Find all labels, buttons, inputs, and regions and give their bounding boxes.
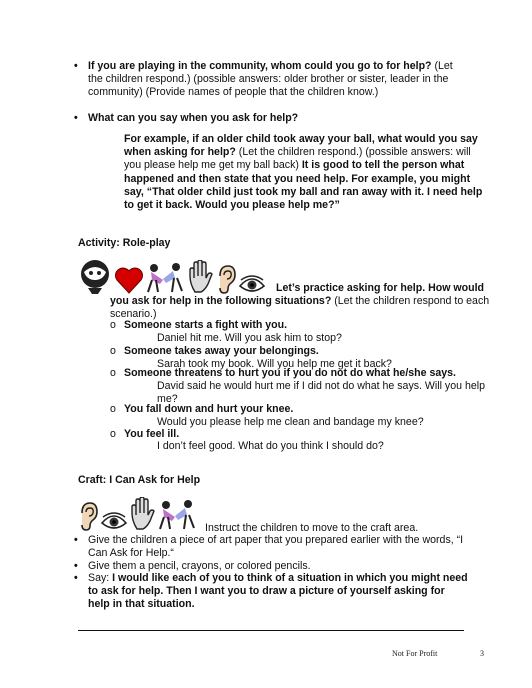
people-icon <box>146 262 186 294</box>
scenario-question: Someone threatens to hurt you if you do not do what he/she says. <box>124 367 456 379</box>
scenario-marker: o <box>110 345 116 357</box>
example-line: when asking for help? <box>124 146 236 159</box>
bullet-dot: • <box>74 572 78 584</box>
craft-instruction: Instruct the children to move to the craft area. <box>205 522 419 534</box>
scenario-answer: Sarah took my book. Will you help me get it back? <box>157 358 392 370</box>
question-text: What can you say when you ask for help? <box>88 112 299 124</box>
bullet-dot: • <box>74 560 78 572</box>
footer-rule <box>78 630 464 631</box>
scenario-answer-line: me? <box>157 393 178 406</box>
craft-bullet <box>74 572 488 612</box>
craft-bullet <box>74 534 488 560</box>
bullet-line: the children respond.) (possible answers: older brother or sister, leader in the <box>88 73 449 86</box>
heart-icon <box>114 266 144 294</box>
activity-heading: Activity: Role-play <box>78 237 171 249</box>
activity-intro-text: scenario.) <box>110 308 157 321</box>
example-line: say, “That older child just took my ball and ran away with it. I need help <box>124 185 483 198</box>
example-line: to get it back. Would you please help me?” <box>124 199 340 212</box>
example-line: you please help me get my ball back) <box>124 159 299 172</box>
example-line: (Let the children respond.) (possible answers: will <box>235 146 471 159</box>
example-line: happened and then state that you need help. For example, you might <box>124 172 471 185</box>
craft-icon-row <box>78 497 198 531</box>
activity-intro-text: (Let the children respond to each <box>331 295 490 307</box>
people-icon <box>158 499 198 531</box>
scenario-marker: o <box>110 403 116 415</box>
ear-icon <box>216 264 236 294</box>
scenario-question: Someone starts a fight with you. <box>124 319 288 331</box>
eye-icon <box>238 274 266 294</box>
scenario-item <box>110 319 484 332</box>
scenario-answer: Would you please help me clean and bandage my knee? <box>157 416 424 428</box>
scenario-marker: o <box>110 367 116 379</box>
scenario-item <box>110 403 484 416</box>
activity-intro <box>110 295 510 321</box>
bullet-dot: • <box>74 534 78 546</box>
head-icon <box>78 258 112 294</box>
hand-icon <box>188 260 214 294</box>
scenario-item <box>110 345 484 358</box>
activity-intro-line: Let’s practice asking for help. How would <box>276 282 484 294</box>
craft-heading: Craft: I Can Ask for Help <box>78 474 201 486</box>
craft-bullet-line: help in that situation. <box>88 598 195 611</box>
scenario-question: You feel ill. <box>124 428 180 440</box>
activity-intro-text: you ask for help in the following situations? <box>110 295 332 307</box>
bullet-line <box>88 60 468 73</box>
eye-icon <box>100 511 128 531</box>
footer-org: Not For Profit <box>392 649 438 658</box>
page-number: 3 <box>480 649 484 658</box>
bullet-dot: • <box>74 112 78 124</box>
craft-bullet-line: to ask for help. Then I want you to draw a picture of yourself asking for <box>88 585 445 598</box>
craft-bullet-line: Can Ask for Help.“ <box>88 547 174 560</box>
bullet-line: community) (Provide names of people that the children know.) <box>88 86 379 99</box>
question-bullet-say <box>74 112 468 125</box>
scenario-item <box>110 367 484 380</box>
instruction-text: (Let <box>431 60 453 72</box>
craft-bullet-line: Give the children a piece of art paper that you prepared earlier with the words, “I <box>88 534 464 546</box>
scenario-answer-line: David said he would hurt me if I did not do what he says. Will you help <box>157 380 485 392</box>
craft-bullet-line: I would like each of you to think of a situation in which you might need <box>112 572 468 584</box>
activity-icon-row <box>78 258 266 294</box>
scenario-answer: Daniel hit me. Will you ask him to stop? <box>157 332 342 344</box>
scenario-marker: o <box>110 319 116 331</box>
say-prefix: Say: <box>88 572 113 584</box>
ear-icon <box>78 501 98 531</box>
question-text: If you are playing in the community, whom could you go to for help? <box>88 60 432 72</box>
scenario-question: Someone takes away your belongings. <box>124 345 319 357</box>
hand-icon <box>130 497 156 531</box>
question-bullet-community <box>74 60 468 100</box>
example-block <box>124 133 494 212</box>
scenario-question: You fall down and hurt your knee. <box>124 403 294 415</box>
bullet-dot: • <box>74 60 78 72</box>
example-line: For example, if an older child took away your ball, what would you say <box>124 133 478 145</box>
example-line: It is good to tell the person what <box>298 159 465 172</box>
scenario-marker: o <box>110 428 116 440</box>
craft-bullet-line: Give them a pencil, crayons, or colored pencils. <box>88 560 311 572</box>
scenario-answer: I don’t feel good. What do you think I should do? <box>157 440 384 452</box>
